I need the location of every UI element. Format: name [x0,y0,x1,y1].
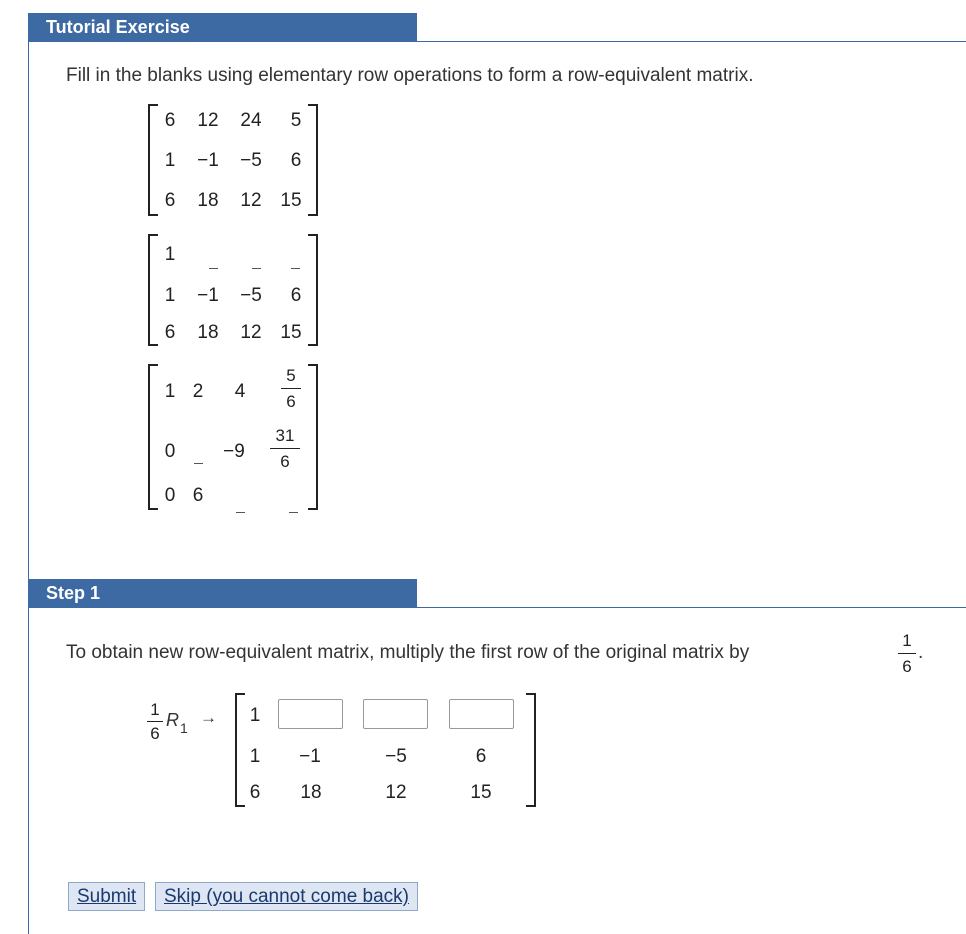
fraction-denominator: 6 [150,724,160,743]
matrix-cell: 6 [164,110,176,131]
matrix-cell: 18 [197,322,219,343]
tutorial-exercise-header [28,13,417,42]
matrix-cell: 24 [240,110,262,131]
matrix-cell: 2 [192,381,204,402]
fraction-denominator: 6 [280,452,290,471]
answer-input-r1c2[interactable] [278,699,343,729]
matrix-cell: −5 [240,150,262,171]
instruction-text: Fill in the blanks using elementary row operations to form a row-equivalent matrix. [66,65,754,86]
matrix-cell: −1 [299,746,321,767]
left-border [28,42,29,934]
matrix-cell: 18 [300,782,322,803]
matrix-cell: 15 [280,190,302,211]
fraction-numerator: 31 [275,426,295,445]
fraction-numerator: 1 [902,631,912,650]
matrix-bracket-left [235,693,245,807]
matrix-cell: 1 [249,705,261,726]
arrow-icon: → [200,708,217,727]
step1-factor [898,632,916,675]
matrix-cell: 6 [290,285,302,306]
tutorial-exercise-title: Tutorial Exercise [46,17,190,37]
step1-text: To obtain new row-equivalent matrix, multiply the first row of the original matrix by [66,642,750,663]
matrix-cell: 15 [280,322,302,343]
step1-title: Step 1 [46,583,101,603]
submit-button[interactable]: Submit [68,882,145,911]
fraction-denominator: 6 [286,392,296,411]
matrix-cell: −1 [197,150,219,171]
fraction-denominator: 6 [902,657,912,676]
matrix-blank [291,268,300,269]
matrix-cell: 12 [385,782,407,803]
matrix-blank [236,512,245,513]
matrix-cell: 4 [234,381,246,402]
header-rule [417,41,966,42]
matrix-cell: 5 [290,110,302,131]
matrix-cell: 1 [249,746,261,767]
matrix-cell: 15 [470,782,492,803]
answer-input-r1c3[interactable] [363,699,428,729]
matrix-fraction [281,367,301,410]
matrix-bracket-right [526,693,536,807]
matrix-cell: 1 [164,244,176,265]
matrix-cell: −5 [240,285,262,306]
matrix-bracket-right [308,364,318,510]
period: . [918,642,924,663]
matrix-cell: 1 [164,381,176,402]
matrix-blank [289,512,298,513]
skip-button[interactable]: Skip (you cannot come back) [155,882,418,911]
matrix-cell: 6 [249,782,261,803]
step1-header-rule [417,607,966,608]
matrix-cell: 6 [475,746,487,767]
matrix-cell: −9 [223,441,245,462]
matrix-cell: 12 [240,322,262,343]
matrix-blank [194,463,203,464]
matrix-bracket-right [308,234,318,346]
matrix-cell: 1 [164,150,176,171]
matrix-cell: 6 [164,190,176,211]
matrix-fraction [270,427,300,470]
matrix-blank [209,268,218,269]
operation-fraction [147,701,163,742]
matrix-cell: 0 [164,485,176,506]
matrix-cell: −5 [385,746,407,767]
matrix-cell: 12 [197,110,219,131]
matrix-cell: 12 [240,190,262,211]
matrix-bracket-right [308,104,318,216]
matrix-bracket-left [148,104,158,216]
operation-row-label: R [166,710,179,730]
answer-input-r1c4[interactable] [449,699,514,729]
matrix-cell: 1 [164,285,176,306]
fraction-numerator: 1 [150,700,160,719]
matrix-bracket-left [148,364,158,510]
matrix-cell: 6 [192,485,204,506]
step1-header [28,579,417,608]
matrix-cell: −1 [197,285,219,306]
fraction-numerator: 5 [286,366,296,385]
matrix-bracket-left [148,234,158,346]
matrix-cell: 18 [197,190,219,211]
matrix-cell: 6 [290,150,302,171]
matrix-cell: 0 [164,441,176,462]
operation-row-subscript: 1 [180,720,188,736]
matrix-blank [252,268,261,269]
matrix-cell: 6 [164,322,176,343]
